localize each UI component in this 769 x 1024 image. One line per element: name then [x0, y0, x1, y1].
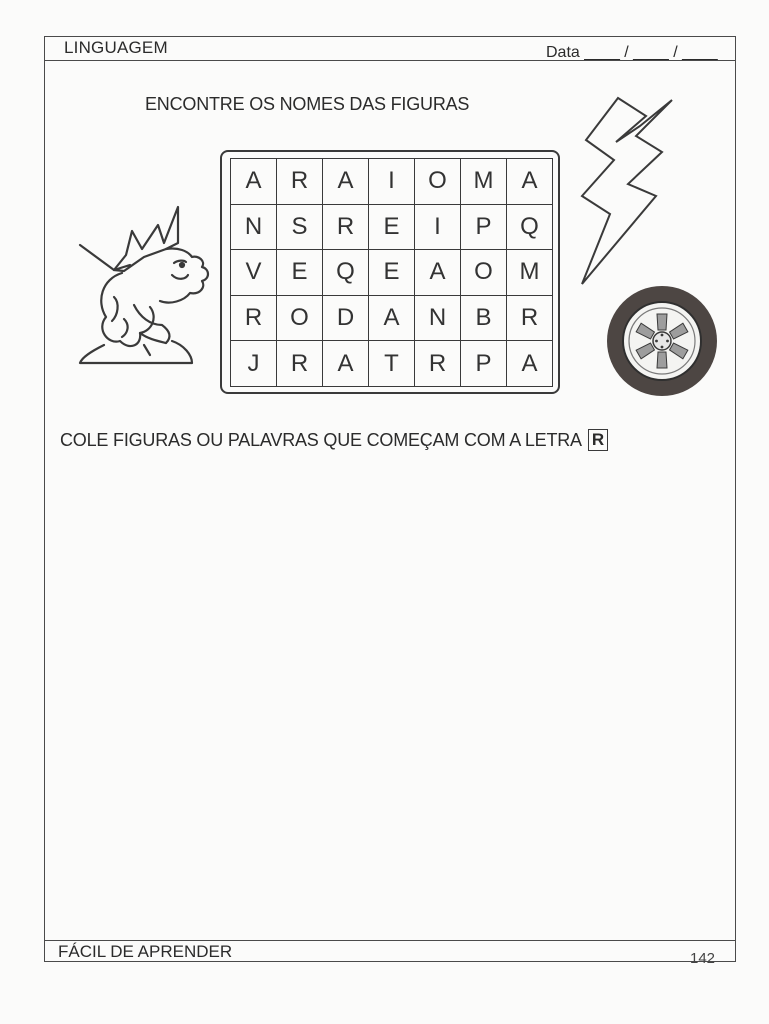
grid-cell: P [461, 341, 507, 387]
grid-cell: R [323, 205, 369, 251]
grid-cell: R [277, 159, 323, 205]
footer-divider [44, 940, 736, 941]
lightning-bolt-illustration [580, 96, 680, 286]
grid-cell: O [277, 296, 323, 342]
wheel-illustration [605, 284, 719, 398]
grid-cell: R [231, 296, 277, 342]
subject-title: LINGUAGEM [64, 38, 168, 57]
grid-cell: V [231, 250, 277, 296]
grid-cell: R [277, 341, 323, 387]
task-text: COLE FIGURAS OU PALAVRAS QUE COMEÇAM COM A LETRA [60, 429, 582, 450]
grid-cell: A [323, 341, 369, 387]
grid-cell: N [415, 296, 461, 342]
grid-cell: M [461, 159, 507, 205]
grid-cell: M [507, 250, 553, 296]
grid-cell: N [231, 205, 277, 251]
grid-cell: J [231, 341, 277, 387]
task-line [60, 429, 608, 451]
grid-cell: E [277, 250, 323, 296]
grid-cell: S [277, 205, 323, 251]
date-field: Data ____ / ____ / ____ [546, 44, 718, 61]
word-search-grid [230, 158, 553, 387]
grid-cell: E [369, 205, 415, 251]
grid-cell: A [231, 159, 277, 205]
grid-cell: R [415, 341, 461, 387]
grid-cell: R [507, 296, 553, 342]
grid-cell: Q [323, 250, 369, 296]
footer-title: FÁCIL DE APRENDER [58, 942, 233, 961]
grid-cell: A [369, 296, 415, 342]
grid-cell: B [461, 296, 507, 342]
grid-cell: D [323, 296, 369, 342]
grid-cell: O [415, 159, 461, 205]
grid-cell: I [415, 205, 461, 251]
grid-cell: A [323, 159, 369, 205]
grid-cell: E [369, 250, 415, 296]
grid-cell: I [369, 159, 415, 205]
grid-cell: P [461, 205, 507, 251]
grid-cell: A [507, 159, 553, 205]
instruction-text: ENCONTRE OS NOMES DAS FIGURAS [145, 94, 470, 114]
grid-cell: T [369, 341, 415, 387]
grid-cell: A [415, 250, 461, 296]
grid-cell: Q [507, 205, 553, 251]
page-number: 142 [690, 950, 716, 967]
king-illustration [74, 205, 224, 370]
grid-cell: O [461, 250, 507, 296]
grid-cell: A [507, 341, 553, 387]
task-letter-box: R [588, 429, 608, 451]
